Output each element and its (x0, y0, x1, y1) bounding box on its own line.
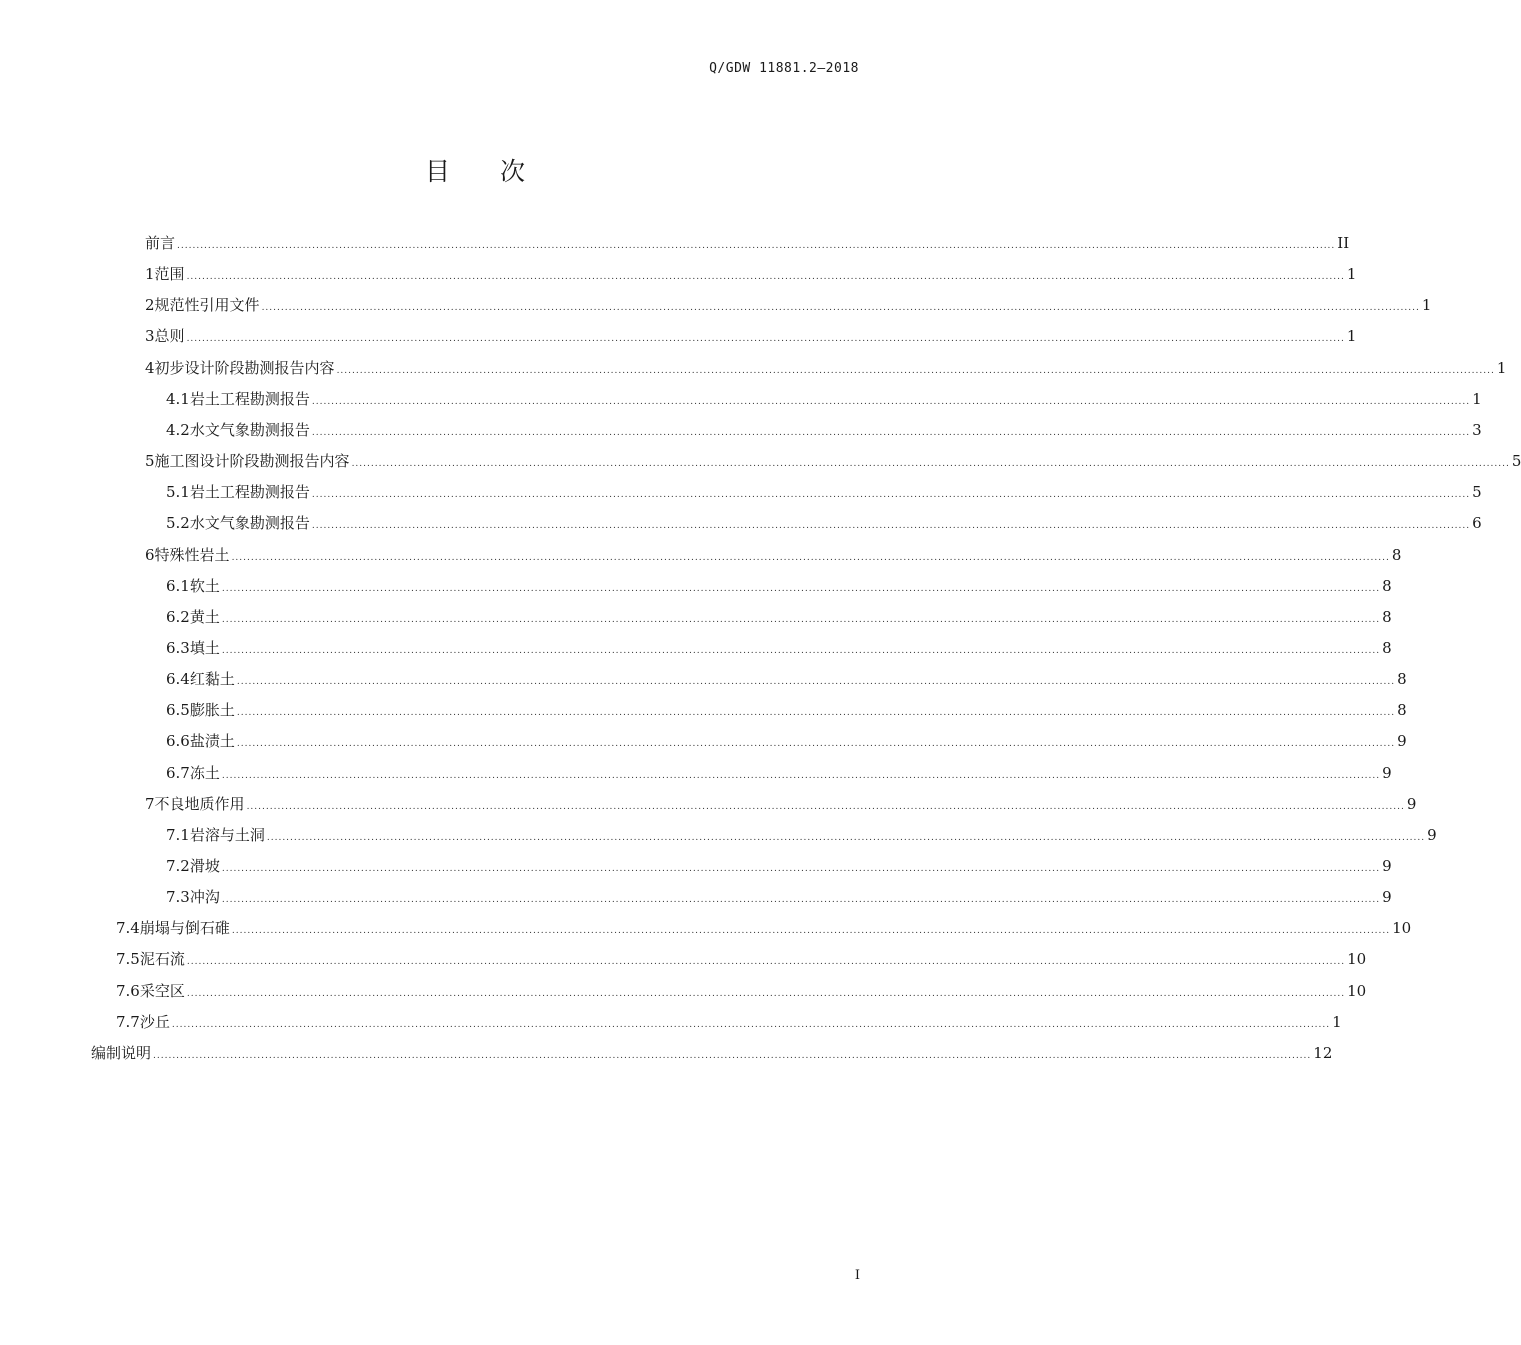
toc-item-number: 7.5 (116, 950, 140, 969)
toc-item[interactable] (166, 699, 1407, 721)
toc-item-leader: ............................................................................................................................................................................................................................................................................................................ (311, 396, 1471, 407)
toc-item-leader: ............................................................................................................................................................................................................................................................................................................ (311, 521, 1471, 532)
toc-item-title: 水文气象勘测报告 (189, 514, 310, 533)
toc-item-number: 7.3 (166, 888, 190, 907)
toc-item-number: 6.1 (166, 576, 190, 595)
toc-item-leader: ............................................................................................................................................................................................................................................................................................................ (177, 241, 1336, 251)
toc-item-leader: ............................................................................................................................................................................................................................................................................................................ (351, 459, 1510, 470)
title-char-1: 目 (424, 157, 450, 186)
toc-item[interactable] (145, 263, 1357, 285)
toc-item-leader: ............................................................................................................................................................................................................................................................................................................ (221, 645, 1381, 656)
toc-item-leader: ............................................................................................................................................................................................................................................................................................................ (236, 739, 1396, 750)
toc-item-title: 软土 (189, 576, 220, 595)
toc-item-page: 8 (1382, 607, 1392, 626)
toc-item-page: 1 (1346, 265, 1357, 284)
toc-item-page: 8 (1382, 576, 1392, 595)
toc-item[interactable] (166, 419, 1482, 441)
toc-item-page: 9 (1382, 888, 1392, 907)
toc-item-number: 4.1 (166, 389, 190, 408)
toc-item-title: 泥石流 (139, 950, 185, 969)
toc-item-title: 岩溶与土洞 (189, 825, 265, 844)
toc-item[interactable] (145, 357, 1507, 379)
toc-item-number: 5.1 (166, 483, 190, 502)
toc-item-page: 1 (1472, 389, 1482, 408)
toc-item-leader: ............................................................................................................................................................................................................................................................................................................ (266, 832, 1426, 843)
toc-item-page: 1 (1346, 327, 1357, 346)
toc-item-title: 初步设计阶段勘测报告内容 (154, 358, 335, 377)
toc-item[interactable] (166, 762, 1392, 784)
toc-item-leader: ............................................................................................................................................................................................................................................................................................................ (221, 895, 1381, 906)
toc-item-title: 水文气象勘测报告 (189, 420, 310, 439)
toc-item-title: 盐渍土 (189, 732, 235, 751)
toc-item-title: 岩土工程勘测报告 (189, 483, 310, 502)
toc-item[interactable] (166, 637, 1392, 659)
toc-item[interactable] (166, 481, 1482, 503)
toc-item-leader: ............................................................................................................................................................................................................................................................................................................ (221, 770, 1381, 781)
toc-item[interactable] (166, 388, 1482, 410)
toc-item[interactable] (166, 824, 1437, 846)
toc-item-leader: ............................................................................................................................................................................................................................................................................................................ (236, 677, 1396, 688)
toc-item[interactable] (166, 512, 1482, 534)
toc-item[interactable] (145, 450, 1521, 472)
toc-item-page: 8 (1391, 545, 1402, 564)
toc-item-leader: ............................................................................................................................................................................................................................................................................................................ (236, 708, 1396, 719)
toc-item-title: 崩塌与倒石碓 (139, 919, 230, 938)
toc-item-leader: ............................................................................................................................................................................................................................................................................................................ (231, 926, 1391, 937)
toc-item[interactable] (166, 575, 1392, 597)
toc-item-number: 7.7 (116, 1012, 140, 1031)
toc-item-leader: ............................................................................................................................................................................................................................................................................................................ (221, 614, 1381, 625)
toc-item-leader: ............................................................................................................................................................................................................................................................................................................ (153, 1050, 1312, 1061)
toc-item-leader: ............................................................................................................................................................................................................................................................................................................ (231, 552, 1390, 563)
toc-item-title: 采空区 (139, 981, 185, 1000)
toc-item-page: 5 (1511, 452, 1521, 471)
toc-item-page: 8 (1397, 670, 1407, 689)
title-char-2: 次 (500, 157, 526, 186)
toc-item[interactable] (166, 855, 1392, 877)
toc-item[interactable] (116, 917, 1412, 939)
toc-item-leader: ............................................................................................................................................................................................................................................................................................................ (336, 365, 1495, 376)
toc-item-page: 10 (1392, 919, 1412, 938)
toc-item-page: 1 (1332, 1012, 1342, 1031)
toc-item-title: 规范性引用文件 (154, 296, 260, 315)
toc-item-page: II (1337, 234, 1350, 252)
toc-item-title: 总则 (154, 327, 185, 346)
toc-item[interactable] (166, 730, 1407, 752)
toc-item-title: 冻土 (189, 763, 220, 782)
toc-item-page: 3 (1472, 420, 1482, 439)
toc-item-title: 填土 (189, 638, 220, 657)
toc-item-title: 膨胀土 (189, 701, 235, 720)
toc-item-page: 8 (1397, 701, 1407, 720)
toc-item-leader: ............................................................................................................................................................................................................................................................................................................ (221, 864, 1381, 874)
toc-item-number: 1 (145, 265, 155, 284)
toc-item-number: 前 (145, 234, 161, 252)
toc-item-number: 6.5 (166, 701, 190, 720)
toc-item-leader: ............................................................................................................................................................................................................................................................................................................ (221, 583, 1381, 594)
header-code: Q/GDW 11881.2—2018 (709, 61, 859, 76)
toc-item[interactable] (91, 1042, 1333, 1064)
toc-item-number: 6.2 (166, 607, 190, 626)
toc-item-page: 9 (1406, 794, 1417, 813)
toc-item-page: 5 (1472, 483, 1482, 502)
toc-item-page: 9 (1382, 857, 1392, 875)
toc-item-number: 7.6 (116, 981, 140, 1000)
toc-item[interactable] (145, 294, 1432, 316)
toc-item[interactable] (166, 606, 1392, 628)
toc-item[interactable] (116, 1011, 1342, 1033)
toc-item[interactable] (166, 886, 1392, 908)
toc-item-leader: ............................................................................................................................................................................................................................................................................................................ (186, 272, 1345, 283)
toc-item-number: 6.6 (166, 732, 190, 751)
toc-item-title: 编制说明 (91, 1043, 152, 1062)
toc-item-number: 7.2 (166, 857, 190, 875)
toc-item[interactable] (166, 668, 1407, 690)
toc-item[interactable] (116, 980, 1367, 1002)
toc-item-page: 8 (1382, 638, 1392, 657)
toc-item-title: 岩土工程勘测报告 (189, 389, 310, 408)
page-footer-number: I (854, 1268, 860, 1283)
toc-item-number: 6.7 (166, 763, 190, 782)
toc-item-leader: ............................................................................................................................................................................................................................................................................................................ (311, 490, 1471, 501)
toc-item-number: 7 (145, 794, 155, 813)
toc-item-page: 10 (1347, 950, 1367, 969)
toc-item-page: 1 (1421, 296, 1432, 315)
toc-item-leader: ............................................................................................................................................................................................................................................................................................................ (246, 801, 1405, 812)
toc-item-page: 1 (1496, 358, 1507, 377)
toc-item-title: 范围 (154, 265, 185, 284)
toc-item-number: 6 (145, 545, 155, 564)
toc-item-page: 9 (1382, 763, 1392, 782)
toc-item-leader: ............................................................................................................................................................................................................................................................................................................ (186, 988, 1346, 999)
toc-item-title: 施工图设计阶段勘测报告内容 (154, 452, 350, 471)
toc-item-number: 6.3 (166, 638, 190, 657)
toc-item-leader: ............................................................................................................................................................................................................................................................................................................ (171, 1019, 1331, 1030)
toc-item-number: 2 (145, 296, 155, 315)
toc-item[interactable] (145, 232, 1350, 254)
toc-item-page: 12 (1313, 1043, 1333, 1062)
toc-item-title: 红黏土 (189, 670, 235, 689)
toc-item-number: 4.2 (166, 420, 190, 439)
toc-item[interactable] (145, 325, 1357, 347)
toc-item-title: 黄土 (189, 607, 220, 626)
toc-item-title: 特殊性岩土 (154, 545, 230, 564)
toc-item-leader: ............................................................................................................................................................................................................................................................................................................ (261, 303, 1420, 314)
toc-item-title: 不良地质作用 (154, 794, 245, 813)
toc-item-page: 9 (1427, 825, 1437, 844)
toc-item-number: 7.1 (166, 825, 190, 844)
toc-item-number: 5.2 (166, 514, 190, 533)
toc-item-title: 沙丘 (139, 1012, 170, 1031)
toc-item-number: 3 (145, 327, 155, 346)
toc-item-leader: ............................................................................................................................................................................................................................................................................................................ (186, 957, 1346, 968)
toc-item-page: 9 (1397, 732, 1407, 751)
toc-item-page: 10 (1347, 981, 1367, 1000)
toc-item-page: 6 (1472, 514, 1482, 533)
toc-item-number: 6.4 (166, 670, 190, 689)
toc-item[interactable] (145, 793, 1417, 815)
toc-item[interactable] (116, 948, 1367, 970)
toc-item-leader: ............................................................................................................................................................................................................................................................................................................ (311, 427, 1471, 438)
toc-item-number: 5 (145, 452, 155, 471)
toc-item[interactable] (145, 544, 1402, 566)
toc-item-title: 冲沟 (189, 888, 220, 907)
toc-item-title: 滑坡 (189, 857, 220, 875)
toc-item-number: 4 (145, 358, 155, 377)
toc-item-title: 言 (160, 234, 176, 252)
toc-item-leader: ............................................................................................................................................................................................................................................................................................................ (186, 334, 1345, 345)
toc-item-number: 7.4 (116, 919, 140, 938)
page-title (0, 152, 950, 188)
